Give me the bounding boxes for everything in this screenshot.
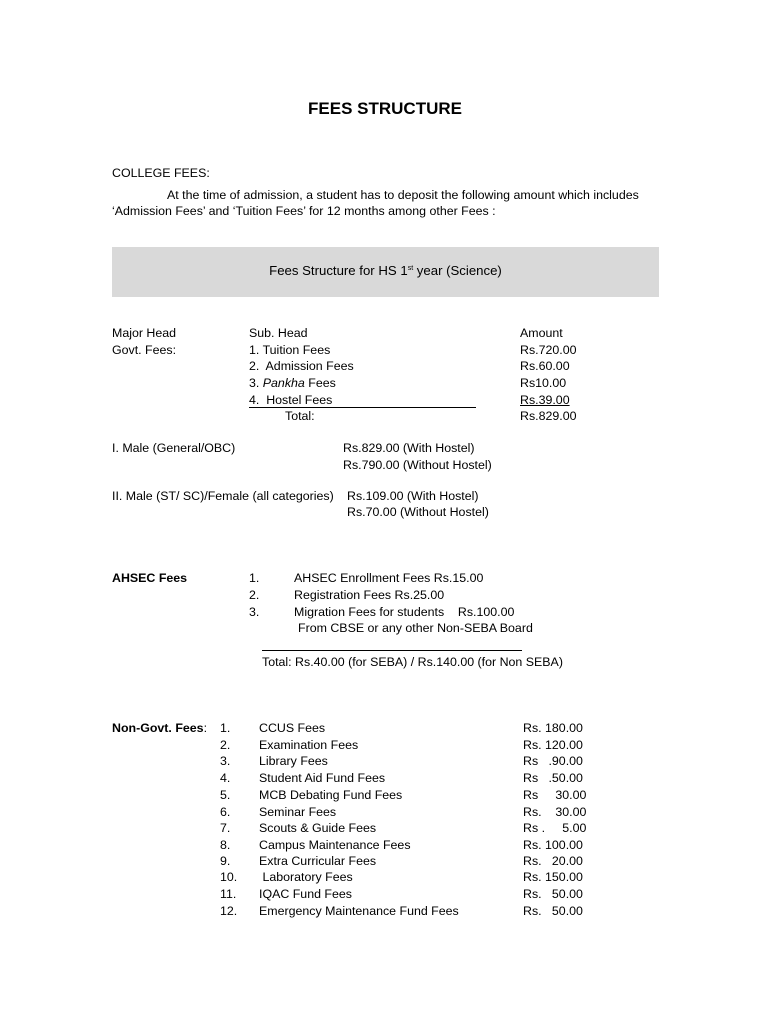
list-item-num: 2. — [220, 738, 231, 752]
list-item-amount: Rs .50.00 — [523, 771, 583, 785]
govt-row-3-amount: Rs10.00 — [520, 376, 567, 390]
list-item-num: 4. — [220, 771, 231, 785]
list-item-amount: Rs .90.00 — [523, 754, 583, 768]
list-item-num: 6. — [220, 805, 231, 819]
ahsec-heading: AHSEC Fees — [112, 571, 188, 585]
list-item-amount: Rs. 120.00 — [523, 738, 583, 752]
banner-prefix: Fees Structure for HS 1 — [269, 263, 408, 278]
fees-structure-banner — [112, 247, 659, 297]
ahsec-total-rule — [262, 650, 522, 651]
govt-total-amount: Rs.829.00 — [520, 409, 577, 423]
list-item-amount: Rs. 50.00 — [523, 887, 583, 901]
govt-row-1 — [249, 342, 330, 358]
row-num: 2. — [249, 359, 266, 373]
govt-row-4-amount: Rs.39.00 — [520, 393, 570, 407]
non-govt-colon: : — [203, 721, 208, 735]
category-2-without-hostel: Rs.70.00 (Without Hostel) — [347, 505, 489, 519]
govt-total-label: Total: — [285, 409, 315, 423]
category-2-label: II. Male (ST/ SC)/Female (all categories) — [112, 489, 334, 503]
row-name-italic: Pankha — [262, 376, 305, 390]
ahsec-continuation: From CBSE or any other Non-SEBA Board — [298, 621, 533, 635]
ahsec-item-3-num: 3. — [249, 605, 260, 619]
row-name-suffix: Fees — [304, 376, 336, 390]
list-item-num: 9. — [220, 854, 231, 868]
list-item-name: Laboratory Fees — [259, 870, 353, 884]
list-item-num: 3. — [220, 754, 231, 768]
list-item-num: 12. — [220, 904, 238, 918]
banner-text — [112, 263, 659, 278]
list-item-name: Seminar Fees — [259, 805, 337, 819]
list-item-name: Emergency Maintenance Fund Fees — [259, 904, 459, 918]
list-item-num: 11. — [220, 887, 237, 901]
row-num: 3. — [249, 376, 263, 390]
ahsec-item-1-num: 1. — [249, 571, 260, 585]
govt-row-2-amount: Rs.60.00 — [520, 359, 570, 373]
ahsec-item-2-num: 2. — [249, 588, 260, 602]
category-2-with-hostel: Rs.109.00 (With Hostel) — [347, 489, 479, 503]
category-1-with-hostel: Rs.829.00 (With Hostel) — [343, 441, 475, 455]
row-name: Hostel Fees — [266, 393, 333, 407]
list-item-amount: Rs. 30.00 — [523, 805, 587, 819]
intro-line-1: At the time of admission, a student has to deposit the following amount which includes — [167, 188, 639, 202]
row-num: 1. — [249, 343, 263, 357]
govt-row-4-underline — [249, 407, 476, 408]
list-item-amount: Rs. 150.00 — [523, 870, 583, 884]
header-amount: Amount — [520, 326, 563, 340]
list-item-amount: Rs . 5.00 — [523, 821, 587, 835]
header-sub-head: Sub. Head — [249, 326, 308, 340]
list-item-name: Extra Curricular Fees — [259, 854, 377, 868]
list-item-num: 5. — [220, 788, 231, 802]
row-num: 4. — [249, 393, 267, 407]
list-item-name: Library Fees — [259, 754, 328, 768]
list-item-num: 8. — [220, 838, 231, 852]
category-1-label: I. Male (General/OBC) — [112, 441, 236, 455]
list-item-name: Campus Maintenance Fees — [259, 838, 411, 852]
list-item-amount: Rs. 20.00 — [523, 854, 583, 868]
ahsec-total: Total: Rs.40.00 (for SEBA) / Rs.140.00 (for Non SEBA) — [262, 655, 563, 669]
list-item-name: MCB Debating Fund Fees — [259, 788, 403, 802]
list-item-name: IQAC Fund Fees — [259, 887, 352, 901]
ahsec-item-1: AHSEC Enrollment Fees Rs.15.00 — [294, 571, 484, 585]
list-item-num: 1. — [220, 721, 231, 735]
list-item-name: Examination Fees — [259, 738, 359, 752]
list-item-amount: Rs 30.00 — [523, 788, 587, 802]
page-title: FEES STRUCTURE — [308, 99, 462, 118]
row-name: Tuition Fees — [262, 343, 331, 357]
banner-sup: st — [407, 265, 414, 272]
category-1-without-hostel: Rs.790.00 (Without Hostel) — [343, 458, 492, 472]
govt-row-1-amount: Rs.720.00 — [520, 343, 577, 357]
govt-fees-label: Govt. Fees: — [112, 343, 177, 357]
intro-line-2: ‘Admission Fees’ and ‘Tuition Fees’ for 12 months among other Fees : — [112, 204, 496, 218]
list-item-amount: Rs. 50.00 — [523, 904, 583, 918]
header-major-head: Major Head — [112, 326, 177, 340]
non-govt-heading — [112, 720, 207, 736]
list-item-name: CCUS Fees — [259, 721, 326, 735]
non-govt-heading-text: Non-Govt. Fees — [112, 721, 204, 735]
list-item-num: 10. — [220, 870, 238, 884]
college-fees-heading: COLLEGE FEES: — [112, 166, 210, 180]
govt-row-2 — [249, 358, 354, 374]
list-item-num: 7. — [220, 821, 231, 835]
banner-suffix: year (Science) — [413, 263, 502, 278]
list-item-amount: Rs. 180.00 — [523, 721, 583, 735]
list-item-amount: Rs. 100.00 — [523, 838, 583, 852]
list-item-name: Scouts & Guide Fees — [259, 821, 377, 835]
govt-row-3 — [249, 375, 336, 391]
list-item-name: Student Aid Fund Fees — [259, 771, 386, 785]
row-name: Admission Fees — [265, 359, 354, 373]
ahsec-item-3: Migration Fees for students Rs.100.00 — [294, 605, 515, 619]
govt-row-4 — [249, 392, 332, 408]
ahsec-item-2: Registration Fees Rs.25.00 — [294, 588, 445, 602]
